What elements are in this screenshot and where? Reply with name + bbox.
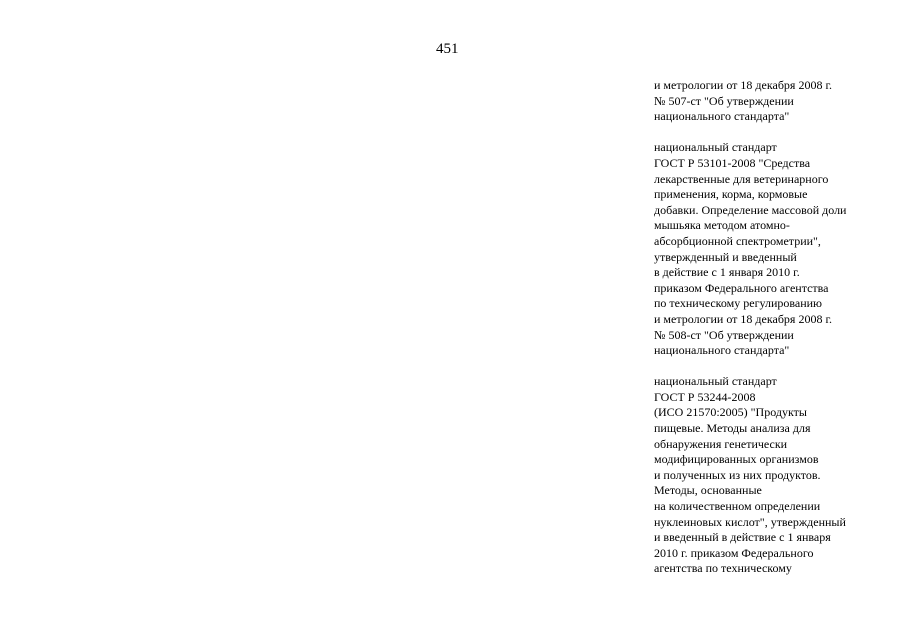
text-line: нуклеиновых кислот", утвержденный [654, 514, 846, 529]
text-line: на количественном определении [654, 499, 821, 514]
text-line: ГОСТ Р 53244-2008 [654, 389, 756, 404]
document-text-column [654, 78, 894, 593]
text-line: лекарственные для ветеринарного [654, 171, 829, 186]
text-line: национальный стандарт [654, 140, 777, 155]
text-line: добавки. Определение массовой доли [654, 202, 847, 217]
text-line: пищевые. Методы анализа для [654, 421, 811, 436]
text-line: обнаружения генетически [654, 436, 788, 451]
text-line: и метрологии от 18 декабря 2008 г. [654, 78, 833, 92]
page-number: 451 [436, 41, 459, 57]
text-line: национального стандарта" [654, 109, 790, 124]
text-line: в действие с 1 января 2010 г. [654, 265, 800, 280]
text-line: утвержденный и введенный [654, 249, 797, 264]
text-line: приказом Федерального агентства [654, 280, 829, 295]
text-line: и полученных из них продуктов. [654, 467, 821, 482]
text-line: № 507-ст "Об утверждении [654, 93, 794, 108]
text-line: национальный стандарт [654, 374, 777, 389]
text-line: по техническому регулированию [654, 296, 823, 311]
paragraph-order-507 [654, 78, 894, 125]
text-line: применения, корма, кормовые [654, 187, 808, 202]
paragraph-gost-53101 [654, 140, 894, 358]
text-line: модифицированных организмов [654, 452, 819, 467]
text-line: и метрологии от 18 декабря 2008 г. [654, 311, 833, 326]
text-line: агентства по техническому [654, 561, 792, 576]
text-line: ГОСТ Р 53101-2008 "Средства [654, 155, 811, 170]
text-line: № 508-ст "Об утверждении [654, 327, 794, 342]
text-line: и введенный в действие с 1 января [654, 530, 831, 545]
text-line: 2010 г. приказом Федерального [654, 545, 814, 560]
text-line: (ИСО 21570:2005) "Продукты [654, 405, 807, 420]
text-line: Методы, основанные [654, 483, 762, 498]
text-line: национального стандарта" [654, 343, 790, 358]
text-line: абсорбционной спектрометрии", [654, 233, 821, 248]
paragraph-gost-53244 [654, 374, 894, 577]
text-line: мышьяка методом атомно- [654, 218, 790, 233]
